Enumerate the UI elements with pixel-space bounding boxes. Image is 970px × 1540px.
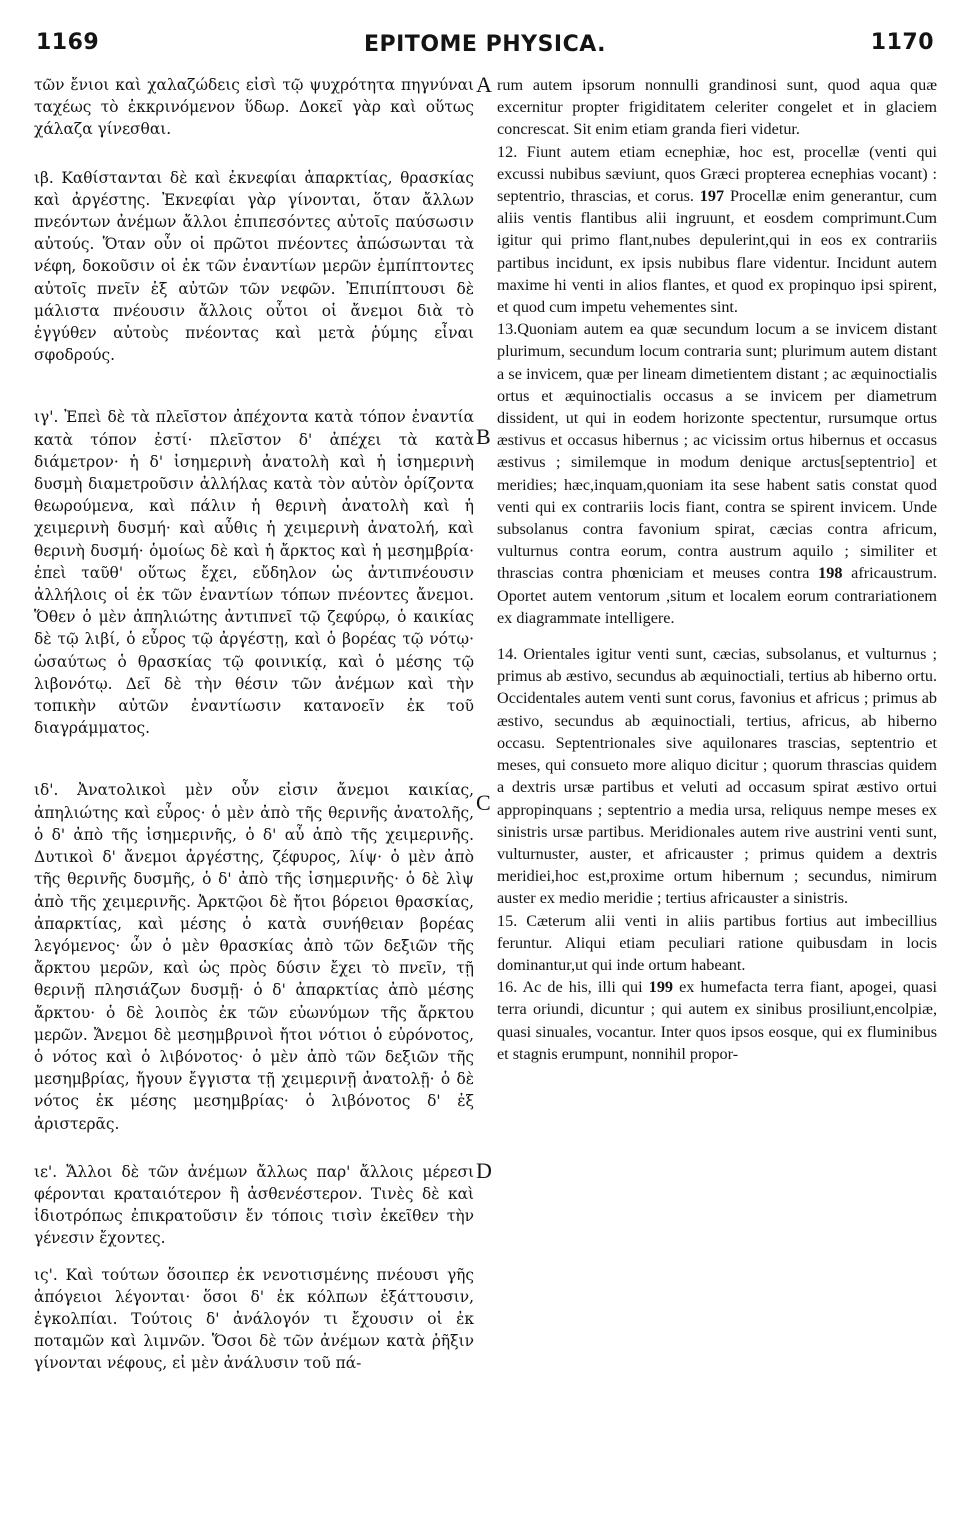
- page-number-left: 1169: [36, 30, 100, 55]
- margin-marker-c: C: [476, 790, 491, 815]
- latin-paragraph-cont: rum autem ipsorum nonnulli grandinosi sunt, quod aqua quæ excernitur propter frigiditatem celeriter congelet et in glaciem concrescat. Sit enim etiam granda fieri videtur.: [497, 76, 937, 139]
- greek-paragraph-15: ιε'. Ἄλλοι δὲ τῶν ἀνέμων ἄλλως παρ' ἄλλοις μέρεσι φέρονται κραταιότερον ἢ ἀσθενέστερον. Τινὲς δὲ καὶ ἰδιοτρόπως ἐπικρατοῦσιν ἔν τόποις τισὶν ἐκεῖθεν τὴν γένεσιν ἔχοντες.: [34, 1162, 474, 1248]
- column-reference-199: 199: [648, 978, 673, 997]
- margin-marker-d: D: [476, 1158, 492, 1183]
- latin-12-text-b: Procellæ enim generantur, cum aliis ventis flantibus alii ingruunt, et eosdem comprimunt.Cum igitur qui primo flant,nubes depulerint,qui in eos ex contrariis partibus incidunt, ex ipsis nubibus flare videntur. Incidunt autem maxime hi venti in alios flantes, et quod ex propinquo ipsi spirent, et quod cum impetu vehementes sint.: [497, 187, 938, 317]
- latin-16-text-b: ex humefacta terra fiant, apogei, quasi terra oriundi, dicuntur ; qui autem ex sinibus prosiliunt,encolpiæ, quasi sinuales, vocantur. Inter quos ipsos eosque, qui ex fluminibus et stagnis erumpunt, nonnihil propor-: [497, 978, 938, 1063]
- latin-paragraph-12: [497, 141, 937, 319]
- greek-paragraph-16: ις'. Καὶ τούτων ὅσοιπερ ἐκ νενοτισμένης πνέουσι γῆς ἀπόγειοι λέγονται· ὅσοι δ' ἐκ κόλπων ἐξάττουσιν, ἐγκολπίαι. Τούτοις δ' ἀνάλογόν τι ἔχουσιν οἱ ἐκ ποταμῶν καὶ λιμνῶν. Ὅσοι δὲ τῶν ἀνέμων κατὰ ῥῆξιν γίνονται νέφους, εἰ μὲν ἀνάλυσιν τοῦ πά-: [34, 1265, 474, 1373]
- latin-12-text-a: 12. Fiunt autem etiam ecnephiæ, hoc est, procellæ (venti qui excussi nubibus sæviunt, quos Græci propterea ecnephias vocant) : septentrio, thrascias, et corus.: [497, 142, 937, 206]
- column-reference-198: 198: [818, 564, 843, 583]
- latin-paragraph-13: [497, 318, 937, 629]
- latin-paragraph-15: 15. Cæterum alii venti in aliis partibus fortius aut imbecillius feruntur. Aliqui etiam peculiari ratione quibusdam in locis dominantur,ut qui inde ortum habeant.: [497, 911, 937, 974]
- greek-paragraph-cont: τῶν ἔνιοι καὶ χαλαζώδεις εἰσὶ τῷ ψυχρότητα πηγνύναι ταχέως τὸ ἐκκρινόμενον ὕδωρ. Δοκεῖ γὰρ καὶ οὕτως χάλαζα γίνεσθαι.: [34, 76, 474, 139]
- column-reference-197: 197: [699, 187, 725, 206]
- latin-13-text-b: africaustrum. Oportet autem ventorum ,situm et localem eorum contrariationem ex diagrammate intelligere.: [497, 564, 938, 627]
- latin-paragraph-16: [497, 976, 937, 1065]
- greek-paragraph-13: ιγ'. Ἐπεὶ δὲ τὰ πλεῖστον ἀπέχοντα κατὰ τόπον ἐναντία κατὰ τόπον ἐστί· πλεῖστον δ' ἀπέχει τὰ κατὰ διάμετρον· ἡ δ' ἰσημερινὴ ἀνατολὴ καὶ ἡ ἰσημερινὴ δυσμὴ διαμετροῦσιν ἀλλήλας κατὰ τὸν αὐτὸν ὁρίζοντα θεωρούμενα, καὶ πάλιν ἡ θερινὴ ἀνατολὴ καὶ ἡ χειμερινὴ δυσμή· καὶ αὖθις ἡ χειμερινὴ ἀνατολή, καὶ θερινὴ δυσμή· ὁμοίως δὲ καὶ ἡ ἄρκτος καὶ ἡ μεσημβρία· ἐπεὶ ταῦθ' οὕτως ἔχει, εὔδηλον ὡς ἀντιπνέουσιν ἀλλήλοις οἱ ἐκ τῶν ἐναντίων τόπων πνέοντες ἄνεμοι. Ὅθεν ὁ μὲν ἀπηλιώτης ἀντιπνεῖ τῷ ζεφύρῳ, ὁ καικίας δὲ τῷ λιβί, ὁ εὖρος τῷ ἀργέστῃ, καὶ ὁ βορέας τῷ νότῳ· ὡσαύτως ὁ θρασκίας τῷ φοινικίᾳ, καὶ ὁ μέσης τῷ λιβονότῳ. Δεῖ δὲ τὴν θέσιν τῶν ἀνέμων καὶ τὴν τοπικὴν αὐτῶν ἐναντίωσιν κατανοεῖν ἐκ τοῦ διαγράμματος.: [34, 408, 474, 738]
- latin-column: [497, 74, 937, 1065]
- greek-paragraph-12: ιβ. Καθίστανται δὲ καὶ ἐκνεφίαι ἀπαρκτίας, θρασκίας καὶ ἀργέστης. Ἐκνεφίαι γὰρ γίνονται, ὅταν ἄλλων πνεόντων ἀνέμων ἄλλοι ἐπιπεσόντες αὐτοῖς παύσωσιν αὐτούς. Ὅταν οὖν οἱ πρῶτοι πνέοντες ἀπώσωνται τὰ νέφη, δοκοῦσιν οἱ ἐκ τῶν ἐναντίων μερῶν ἐμπίπτοντες αὐτοῖς πνεῖν ἐξ αὐτῶν τῶν νεφῶν. Ἐπιπίπτουσι δὲ μάλιστα πνέουσιν ἄλλοις οὗτοι οἱ ἄνεμοι διὰ τὸ ἐγγύθεν αὐτοὺς πνέοντας καὶ μετὰ ῥύμης εἶναι σφοδρούς.: [34, 168, 474, 365]
- page-number-right: 1170: [870, 30, 934, 55]
- latin-13-text-a: 13.Quoniam autem ea quæ secundum locum a se invicem distant plurimum, secundum locum contraria sunt; plurimum autem distant a se invicem, quæ per lineam dimetientem distant ; ac æquinoctialis ortus et æquinoctialis occasus a se invicem per diametrum dissident, ut qui in eodem horizonte spectentur, rursumque ortus æstivus et occasus hibernus ; ac vicissim ortus hibernus et occasus æstivus ; similemque in modum denique arctus[septentrio] et meridies; hæc,inquam,quoniam ita sese habent satis constat quod venti qui ex contrariis locis fiant, contra se spirent invicem. Unde subsolanus contra favonium spirat, cæcias contra africum, vulturnus contra eorum, contra austrum aquilo ; similiter et thrascias contra phœniciam et meuses contra: [497, 320, 937, 583]
- running-header: [36, 30, 934, 64]
- margin-marker-a: A: [476, 72, 492, 97]
- latin-paragraph-14: 14. Orientales igitur venti sunt, cæcias, subsolanus, et vulturnus ; primus ab æstivo, secundus ab æquinoctiali, tertius ab hiberno ortu. Occidentales autem venti sunt corus, favonius et africus ; primus ab æstivo, secundus ab æquinoctiali, tertius, africus, ab hiberno occasu. Septentrionales sive aquilonares trascias, septentrio et meses, qui consueto more aliquo dicitur ; quorum thrascias quidem a dextris ursæ partibus et veluti ad occasum spirat æstivo ortui appropinquans ; septentrio a media ursa, reliquus nempe meses ex sinistris ursæ partibus. Meridionales autem rive austrini venti sunt, vulturnuster, auster, et africauster ; primus quidem a dextris meridiei,hoc est,proxime ortum hibernum ; secundus, nimirum auster ex medio meridie ; tertius africauster a sinistris.: [497, 645, 937, 908]
- greek-paragraph-14: ιδ'. Ἀνατολικοὶ μὲν οὖν εἰσιν ἄνεμοι καικίας, ἀπηλιώτης καὶ εὖρος· ὁ μὲν ἀπὸ τῆς θερινῆς ἀνατολῆς, ὁ δ' ἀπὸ τῆς ἰσημερινῆς, ὁ δ' αὖ ἀπὸ τῆς χειμερινῆς. Δυτικοὶ δ' ἄνεμοι ἀργέστης, ζέφυρος, λίψ· ὁ μὲν ἀπὸ τῆς θερινῆς δυσμῆς, ὁ δ' ἀπὸ τῆς ἰσημερινῆς· ὁ δὲ λὶψ ἀπὸ τῆς χειμερινῆς. Ἀρκτῷοι δὲ ἤτοι βόρειοι θρασκίας, ἀπαρκτίας, καὶ μέσης ὁ κατὰ συνήθειαν βορέας λεγόμενος· ὧν ὁ μὲν θρασκίας ἀπὸ τῶν δεξιῶν τῆς ἄρκτου μερῶν, καὶ ὡς πρὸς δύσιν ἔχει τὸ πνεῖν, τῇ θερινῇ πλησιάζων δυσμῇ· ὁ δ' ἀπαρκτίας ἀπὸ μέσης ἄρκτου· ὁ δὲ λοιπὸς ἐκ τῶν εὐωνύμων τῆς ἄρκτου μερῶν. Ἄνεμοι δὲ μεσημβρινοὶ ἤτοι νότιοι ὁ εὐρόνοτος, ὁ νότος καὶ ὁ λιβόνοτος· ὁ μὲν ἀπὸ τῶν δεξιῶν τῆς μεσημβρίας, ἤγουν ἔγγιστα τῇ χειμερινῇ ἀνατολῇ· ὁ δὲ νότος ἐκ μέσης μεσημβρίας· ὁ λιβόνοτος δ' ἐξ ἀριστερᾶς.: [34, 781, 474, 1133]
- latin-16-text-a: 16. Ac de his, illi qui: [497, 978, 643, 997]
- running-title: EPITOME PHYSICA.: [363, 32, 607, 57]
- margin-marker-b: B: [476, 424, 491, 449]
- greek-column: [34, 74, 474, 1375]
